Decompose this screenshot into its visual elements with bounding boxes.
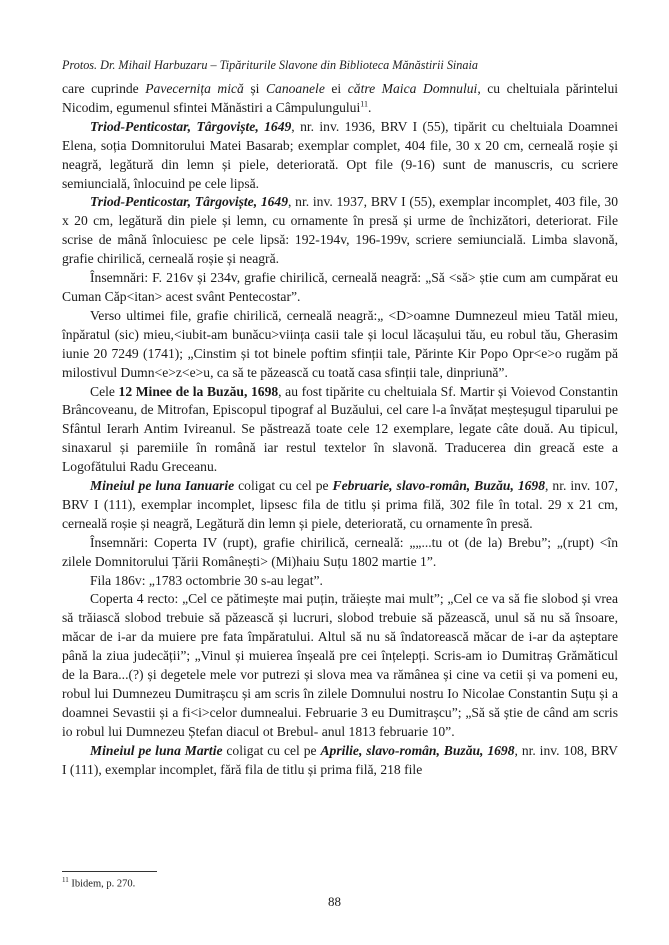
paragraph: Fila 186v: „1783 octombrie 30 s-au legat”.: [90, 572, 323, 588]
paragraph: Triod-Penticostar, Târgoviște, 1649, nr. inv. 1936, BRV I (55), tipărit cu cheltuiala Doamnei Elena, soția Domnitorului Matei Basarab; exemplar complet, 404 file, 30 x 20 cm, cerneală roșie și neagră, legătură din lemn și piele, deteriorată. Opt file (9-16) sunt de manuscris, cu scriere semiuncială, înlocuind pe cele lipsă.: [62, 118, 618, 191]
italic-title: Canoanele: [265, 81, 325, 96]
book-title: 12 Minee de la Buzău, 1698: [118, 383, 279, 399]
body-text: [62, 80, 618, 780]
paragraph: Verso ultimei file, grafie chirilică, cerneală neagră:„ <D>oamne Dumnezeul mieu Tatăl mieu, înpăratul (sic) mieu,<iubit-am bunăcu>viința casii tale și locul lăcașului tău, eu robul tău, Gherasim iunie 20 7249 (1741); „Cinstim și tot binele poftim sfinții tale, Părinte Kir Popo Opr<e>o rugăm pă milostivul Dumn<e>z<e>u, ca să te păzească cu toată casa sfinții tale, dinpriună”.: [62, 307, 618, 380]
book-title: Mineiul pe luna Ianuarie: [90, 478, 235, 494]
book-title: Triod-Penticostar, Târgoviște, 1649: [90, 194, 289, 210]
book-title: Triod-Penticostar, Târgoviște, 1649: [90, 118, 292, 134]
italic-title: către Maica Domnului: [347, 81, 478, 96]
paragraph: Însemnări: Coperta IV (rupt), grafie chirilică, cerneală: „„...tu ot (de la) Brebu”; „(rupt) <în zilele Domnitorului Țării Românești> (Mi)haiu Suțu 1802 martie 1”.: [62, 534, 618, 569]
paragraph: Mineiul pe luna Ianuarie coligat cu cel pe Februarie, slavo-român, Buzău, 1698, nr. inv. 107, BRV I (111), exemplar incomplet, lipsesc fila de titlu și prima filă, 302 file în total. 29 x 21 cm, cerneală roșie și neagră, Legătură din lemn și piele, deteriorată, cu ornamente în presă.: [62, 478, 618, 531]
footnote-number: 11: [62, 876, 69, 884]
paragraph: Triod-Penticostar, Târgoviște, 1649, nr. inv. 1937, BRV I (55), exemplar incomplet, 403 file, 30 x 20 cm, legătură din piele și lemn, cu ornamente în presă și urme de închizători, deteriorat. File scrise de mână înlocuiesc pe cele lipsă: 192-194v, 196-199v, scriere semiuncială. Limba slavonă, grafie chirilică, cerneală roșie și neagră.: [62, 194, 618, 267]
italic-title: Pavecernița mică: [145, 81, 244, 96]
paragraph: care cuprinde Pavecernița mică și Canoanele ei către Maica Domnului, cu cheltuiala părintelui Nicodim, egumenul sfintei Mănăstiri a Câmpulungului$^{11}$.: [62, 81, 619, 115]
book-title: Februarie, slavo-român, Buzău, 1698: [332, 478, 546, 494]
footnote-marker: 11: [360, 99, 368, 109]
footnote-text: Ibidem, p. 270.: [68, 878, 136, 890]
page-number: 88: [328, 894, 341, 909]
footnote: [62, 876, 135, 890]
paragraph: Mineiul pe luna Martie coligat cu cel pe Aprilie, slavo-român, Buzău, 1698, nr. inv. 108, BRV I (111), exemplar incomplet, fără fila de titlu și prima filă, 218 file: [62, 742, 618, 777]
paragraph: Însemnări: F. 216v și 234v, grafie chirilică, cerneală neagră: „Să <să> știe cum am cumpărat eu Cuman Căp<itan> acest svânt Pentecostar”.: [62, 270, 618, 304]
book-title: Aprilie, slavo-român, Buzău, 1698: [320, 742, 515, 758]
running-header: Protos. Dr. Mihail Harbuzaru – Tipăriturile Slavone din Biblioteca Mănăstirii Sinaia: [62, 58, 478, 72]
book-title: Mineiul pe luna Martie: [90, 742, 223, 758]
footnote-divider: [62, 871, 157, 872]
paragraph: Coperta 4 recto: „Cel ce pătimește mai puțin, trăiește mai mult”; „Cel ce va să fie slobod și vrea să trăiască slobod trebuie să păzească și lucruri, slobod trebuie să păzească, unul să nu să însoare, măcar de i-ar da muiere pre fata împăratului. Altul să nu să îndatorească măcar de i-ar da așteptare până la ziua judecății”; „Vinul și muierea înșeală pre cei înțelepți. Scris-am io Dumitraș Grămăticul de la Bara...(?) și degetele mele vor putrezi și slova mea va rămânea și cine va cetii și va pomeni eu, robul lui Dumnezeu Dumitrașcu și am scris în zilele Domnului nostru Io Nicolae Constantin Suțu și a doamnei Sevastii și a fi<i>celor dumnealui. Februarie 3 eu Dumitrașcu”; „Să să știe de când am scris io robul lui Dumnezeu Ștefan diacul ot Brebul- anul 1813 februarie 10”.: [62, 591, 618, 739]
paragraph: Cele 12 Minee de la Buzău, 1698, au fost tipărite cu cheltuiala Sf. Martir și Voievod Constantin Brâncoveanu, de Mitrofan, Episcopul tipograf al Buzăului, cel care l-a învățat meșteșugul tiparului pe Sfântul Ierarh Antim Ivireanul. Se păstrează toate cele 12 exemplare, legate câte două. Au tipicul, sinaxarul și paremiile în română iar restul textelor în slavonă. Traducerea din greacă este a Logofătului Radu Greceanu.: [62, 383, 619, 475]
